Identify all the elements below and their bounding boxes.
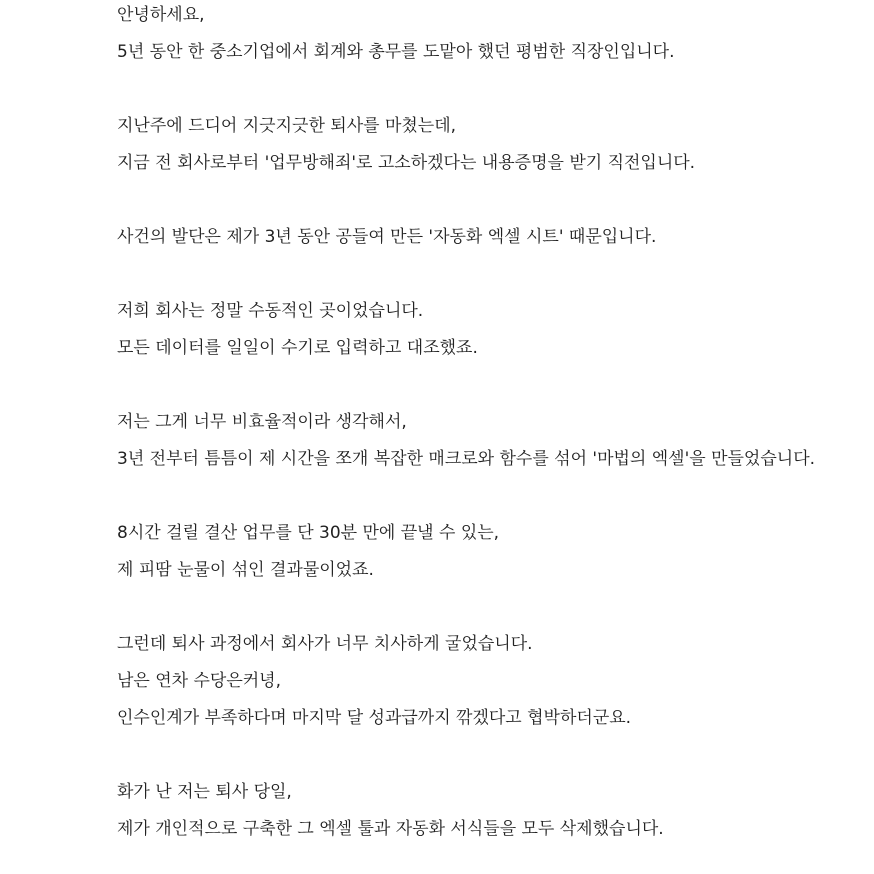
text-line: 5년 동안 한 중소기업에서 회계와 총무를 도맡아 했던 평범한 직장인입니다. [117,42,675,62]
text-line: 사건의 발단은 제가 3년 동안 공들여 만든 '자동화 엑셀 시트' 때문입니다. [117,227,657,247]
blank-line [117,71,857,108]
blank-line [117,367,857,404]
text-line: 제 피땀 눈물이 섞인 결과물이었죠. [117,560,374,580]
text-line: 모든 데이터를 일일이 수기로 입력하고 대조했죠. [117,338,478,358]
blank-line [117,478,857,515]
text-line: 지금 전 회사로부터 '업무방해죄'로 고소하겠다는 내용증명을 받기 직전입니다. [117,153,696,173]
document-body [117,0,857,848]
blank-line [117,737,857,774]
text-line: 인수인계가 부족하다며 마지막 달 성과급까지 깎겠다고 협박하더군요. [117,708,632,728]
text-line: 화가 난 저는 퇴사 당일, [117,782,292,802]
text-line: 저는 그게 너무 비효율적이라 생각해서, [117,412,407,432]
blank-line [117,182,857,219]
text-line: 그런데 퇴사 과정에서 회사가 너무 치사하게 굴었습니다. [117,634,533,654]
text-line: 저희 회사는 정말 수동적인 곳이었습니다. [117,301,424,321]
text-line: 남은 연차 수당은커녕, [117,671,282,691]
blank-line [117,589,857,626]
blank-line [117,256,857,293]
text-line: 8시간 걸릴 결산 업무를 단 30분 만에 끝낼 수 있는, [117,523,500,543]
text-line: 제가 개인적으로 구축한 그 엑셀 툴과 자동화 서식들을 모두 삭제했습니다. [117,819,664,839]
text-line: 안녕하세요, [117,5,205,25]
text-line: 지난주에 드디어 지긋지긋한 퇴사를 마쳤는데, [117,116,457,136]
text-line: 3년 전부터 틈틈이 제 시간을 쪼개 복잡한 매크로와 함수를 섞어 '마법의 엑셀'을 만들었습니다. [117,449,816,469]
